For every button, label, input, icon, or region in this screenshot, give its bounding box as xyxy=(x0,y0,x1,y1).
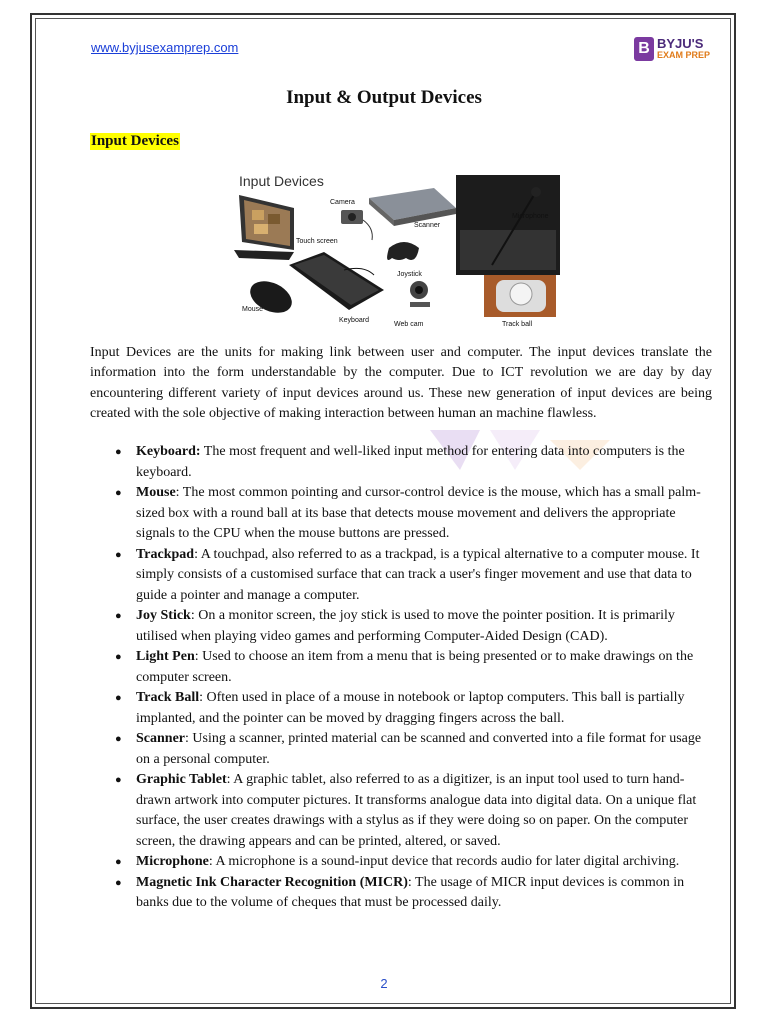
list-item xyxy=(90,647,712,688)
device-term: Trackpad xyxy=(136,546,195,562)
device-term: Mouse xyxy=(136,485,176,500)
label-web-cam: Web cam xyxy=(394,321,424,328)
label-scanner: Scanner xyxy=(414,222,441,229)
device-term: Scanner xyxy=(136,731,185,746)
list-item xyxy=(90,852,712,873)
logo-badge: B xyxy=(634,37,654,61)
camera-image xyxy=(341,210,372,240)
input-devices-figure xyxy=(234,170,560,330)
trackball-image xyxy=(484,275,556,317)
bullet-icon: ● xyxy=(115,446,122,458)
list-item xyxy=(90,442,712,483)
bullet-icon: ● xyxy=(115,692,122,704)
device-description: : A touchpad, also referred to as a trackpad, is a typical alternative to a computer mouse. It simply consists of a customised surface that can track a user's finger movement and use that data to guide a pointer and manage a computer. xyxy=(136,546,700,603)
label-joystick: Joystick xyxy=(397,271,422,278)
device-term: Keyboard: xyxy=(136,444,201,459)
bullet-icon: ● xyxy=(115,651,122,663)
bullet-icon: ● xyxy=(115,548,122,561)
device-term: Light Pen xyxy=(136,649,195,664)
device-description: : Used to choose an item from a menu that is being presented or to make drawings on the computer screen. xyxy=(136,649,694,685)
bullet-icon: ● xyxy=(115,856,122,868)
scanner-image xyxy=(369,188,456,226)
device-term: Joy Stick xyxy=(136,608,191,623)
label-touch-screen: Touch screen xyxy=(296,238,338,245)
device-description: The most frequent and well-liked input method for entering data into computers is the keyboard. xyxy=(136,444,685,480)
microphone-image xyxy=(456,175,560,275)
bullet-icon: ● xyxy=(115,774,122,786)
page-title: Input & Output Devices xyxy=(286,87,482,108)
site-link[interactable]: www.byjusexamprep.com xyxy=(91,40,239,55)
device-description: : A microphone is a sound-input device that records audio for later digital archiving. xyxy=(208,854,680,869)
device-list xyxy=(90,442,712,914)
label-keyboard: Keyboard xyxy=(339,317,369,324)
label-mouse: Mouse xyxy=(242,306,264,313)
bullet-icon: ● xyxy=(115,610,122,622)
list-item xyxy=(90,606,712,647)
device-term: Graphic Tablet xyxy=(136,772,227,787)
device-term: Microphone xyxy=(136,854,209,869)
label-track-ball: Track ball xyxy=(502,321,533,328)
device-description: : A graphic tablet, also referred to as a digitizer, is an input tool used to turn hand-drawn artwork into computer pictures. It transforms analogue data into digital data. On a unique flat surface, the user creates drawings with a stylus as if they were doing so on paper. On the computer screen, the drawing appears and can be printed, altered, or saved. xyxy=(136,772,697,849)
list-item xyxy=(90,770,712,852)
figure-title: Input Devices xyxy=(239,173,324,189)
bullet-icon: ● xyxy=(115,487,122,499)
label-camera: Camera xyxy=(330,199,355,206)
device-description: : Using a scanner, printed material can be scanned and converted into a file format for usage on a personal computer. xyxy=(136,731,702,767)
device-description: : The most common pointing and cursor-control device is the mouse, which has a small palm-sized box with a round ball at its base that detects mouse movement and delivers the appropriate signals to the CPU when the mouse buttons are pressed. xyxy=(136,485,701,541)
list-item xyxy=(90,483,712,545)
page-number: 2 xyxy=(380,976,388,991)
input-devices-illustration xyxy=(234,170,560,330)
list-item xyxy=(90,688,712,729)
label-microphone: Microphone xyxy=(512,213,549,220)
list-item xyxy=(90,873,712,914)
device-term: Magnetic Ink Character Recognition (MICR) xyxy=(136,874,408,890)
logo-subtitle: EXAM PREP xyxy=(657,50,711,60)
joystick-image xyxy=(387,242,419,260)
device-term: Track Ball xyxy=(136,690,200,705)
touch-screen-image xyxy=(234,195,294,260)
list-item xyxy=(90,729,712,770)
byjus-logo xyxy=(634,37,714,63)
webcam-image xyxy=(410,281,430,307)
section-heading: Input Devices xyxy=(91,133,179,149)
bullet-icon: ● xyxy=(115,733,122,745)
device-description: : Often used in place of a mouse in notebook or laptop computers. This ball is partially implanted, and the pointer can be moved by dragging fingers across the ball. xyxy=(136,690,685,726)
bullet-icon: ● xyxy=(115,876,122,889)
keyboard-image xyxy=(289,252,384,310)
list-item xyxy=(90,545,712,607)
logo-name: BYJU'S xyxy=(657,36,704,51)
device-description: : On a monitor screen, the joy stick is used to move the pointer position. It is primarily utilised when playing video games and performing Computer-Aided Design (CAD). xyxy=(136,608,675,644)
intro-paragraph: Input Devices are the units for making link between user and computer. The input devices translate the information into the form understandable by the computer. Due to ICT revolution we are day by day encountering different variety of input devices around us. These new generation of input devices are being created with the sole objective of making interaction between human an machine flawless. xyxy=(90,345,712,421)
device-description: : The usage of MICR input devices is common in banks due to the volume of cheques that must be processed daily. xyxy=(136,874,685,910)
